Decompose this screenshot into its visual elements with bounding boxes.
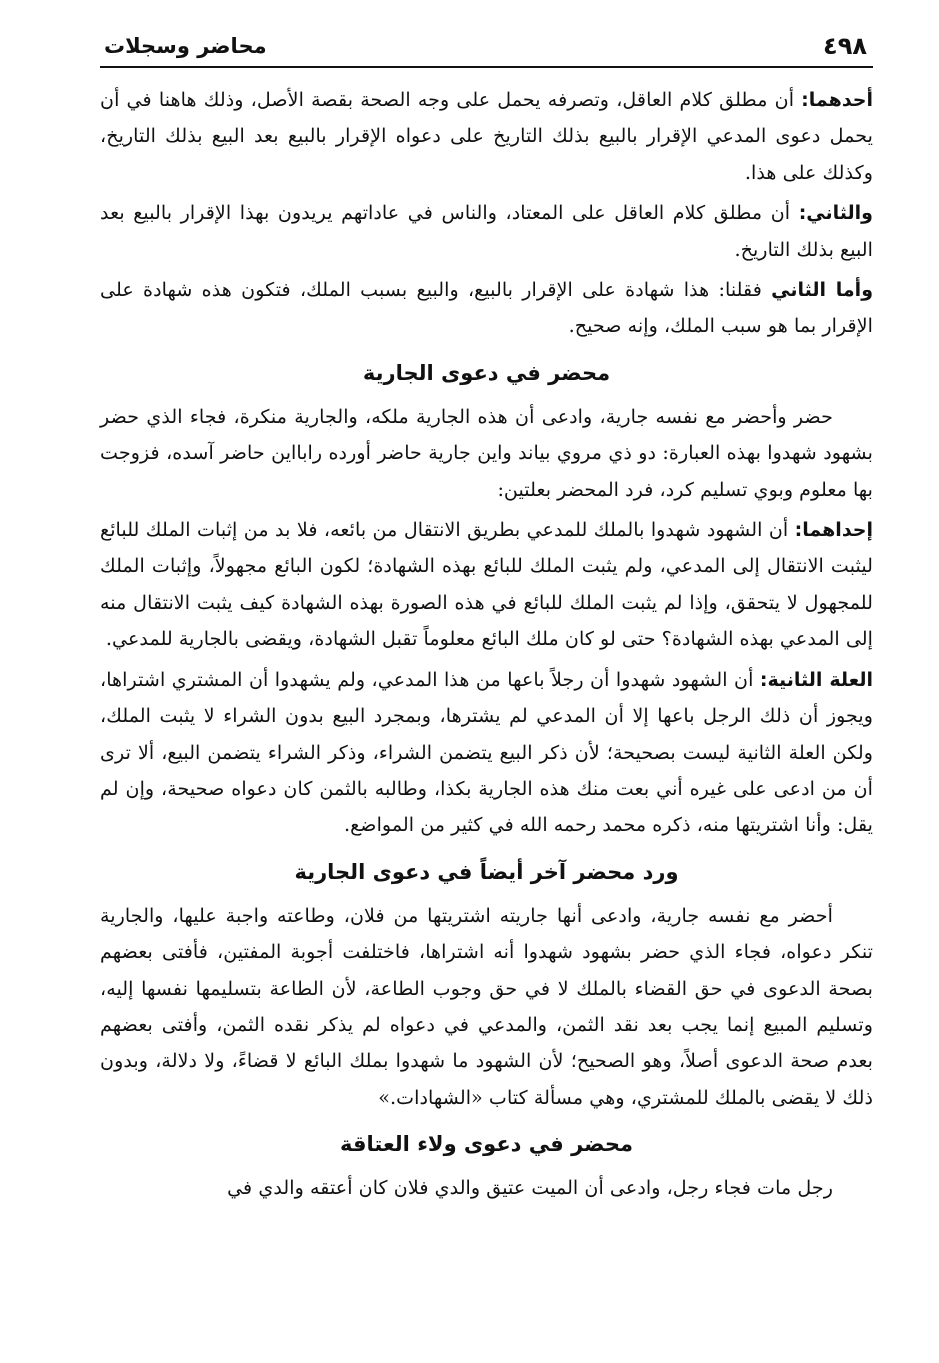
paragraph-lead: وأما الثاني [771, 279, 874, 302]
paragraph-text: أن مطلق كلام العاقل على المعتاد، والناس في عاداتهم يريدون بهذا الإقرار بالبيع بعد البيع بذلك التاريخ. [100, 201, 873, 261]
page-body [100, 68, 873, 1207]
paragraph-text: فقلنا: هذا شهادة على الإقرار بالبيع، والبيع بسبب الملك، فتكون هذه شهادة على الإقرار بما هو سبب الملك، وإنه صحيح. [100, 278, 873, 338]
paragraph-lead: إحداهما: [794, 519, 873, 542]
paragraph-lead: والثاني: [798, 202, 873, 225]
page-number: ٤٩٨ [823, 32, 867, 60]
paragraph-lead: العلة الثانية: [759, 668, 873, 691]
running-title: محاضر وسجلات [104, 34, 267, 58]
paragraph-second-reason [100, 195, 873, 268]
paragraph-text: أن مطلق كلام العاقل، وتصرفه يحمل على وجه الصحة بقصة الأصل، وذلك هاهنا في أن يحمل دعوى المدعي الإقرار بالبيع بذلك التاريخ على دعواه الإقرار بالبيع بعد البيع بذلك التاريخ، وكذلك على هذا. [100, 88, 873, 184]
paragraph-first-defect [100, 512, 873, 658]
paragraph-text: أحضر مع نفسه جارية، وادعى أنها جاريته اشتريتها من فلان، وطاعته واجبة عليها، والجارية تنكر دعواه، فجاء الذي حضر بشهود شهدوا أنه اشتراها، فاختلفت أجوبة المفتين، فأفتى بعضهم بصحة الدعوى في حق القضاء بالملك لا في حق وجوب الطاعة، لأن الطاعة بتسليمها نفسها إليه، وتسليم المبيع إنما يجب بعد نقد الثمن، والمدعي في دعواه لم يذكر نقده الثمن، وأفتى بعضهم بعدم صحة الدعوى أصلاً، وهو الصحيح؛ لأن الشهود ما شهدوا بملك البائع لا قضاءً، ولا دلالة، وبدون ذلك لا يقضى بالملك للمشتري، وهي مسألة كتاب «الشهادات.» [100, 903, 873, 1109]
paragraph-lead: أحدهما: [801, 89, 873, 111]
paragraph-as-for-second [100, 272, 873, 345]
paragraph-first-reason [100, 82, 873, 191]
running-header [100, 28, 873, 68]
page [100, 28, 873, 1343]
paragraph-wala-case [100, 1170, 873, 1206]
paragraph-second-defect [100, 662, 873, 844]
paragraph-another-case [100, 898, 873, 1116]
paragraph-text: أن الشهود شهدوا أن رجلاً باعها من هذا المدعي، ولم يشهدوا أن المشتري اشتراها، ويجوز أن ذلك الرجل باعها إلا أن المدعي لم يشترها، وبمجرد البيع بدون الشراء لا يثبت الملك، ولكن العلة الثانية ليست بصحيحة؛ لأن ذكر البيع يتضمن الشراء، وذكر الشراء يتضمن البيع، ألا ترى أن من ادعى على غيره أني بعت منك هذه الجارية بكذا، وطالبه بالثمن كان دعواه صحيحة، وإن لم يقل: وأنا اشتريتها منه، ذكره محمد رحمه الله في كثير من المواضع. [100, 667, 873, 837]
section-heading: محضر في دعوى ولاء العتاقة [340, 1132, 633, 1157]
section-heading: ورد محضر آخر أيضاً في دعوى الجارية [294, 859, 679, 884]
paragraph-text: حضر وأحضر مع نفسه جارية، وادعى أن هذه الجارية ملكه، والجارية منكرة، فجاء الذي حضر بشهود شهدوا بهذه العبارة: دو ذي مروي بياند واين جارية حاضر أورده رابااين حاضر آسده، فزوجت بها معلوم وبوي تسليم كرد، فرد المحضر بعلتين: [100, 404, 873, 501]
section-heading: محضر في دعوى الجارية [362, 360, 611, 385]
paragraph-case-intro [100, 399, 873, 508]
paragraph-text: رجل مات فجاء رجل، وادعى أن الميت عتيق والدي فلان كان أعتقه والدي في [227, 1176, 833, 1200]
paragraph-text: أن الشهود شهدوا بالملك للمدعي بطريق الانتقال من بائعه، فلا بد من إثبات الملك للبائع ليثبت الانتقال إلى المدعي، ولم يثبت الملك للبائع بهذه الشهادة؛ لكون البائع مجهولاً، وإثبات الملك للمجهول لا يتحقق، وإذا لم يثبت الملك للبائع في هذه الصورة بهذه الشهادة كيف يثبت الانتقال منه إلى المدعي بهذه الشهادة؟ حتى لو كان ملك البائع معلوماً تقبل الشهادة، ويقضى بالجارية للمدعي. [100, 518, 873, 651]
